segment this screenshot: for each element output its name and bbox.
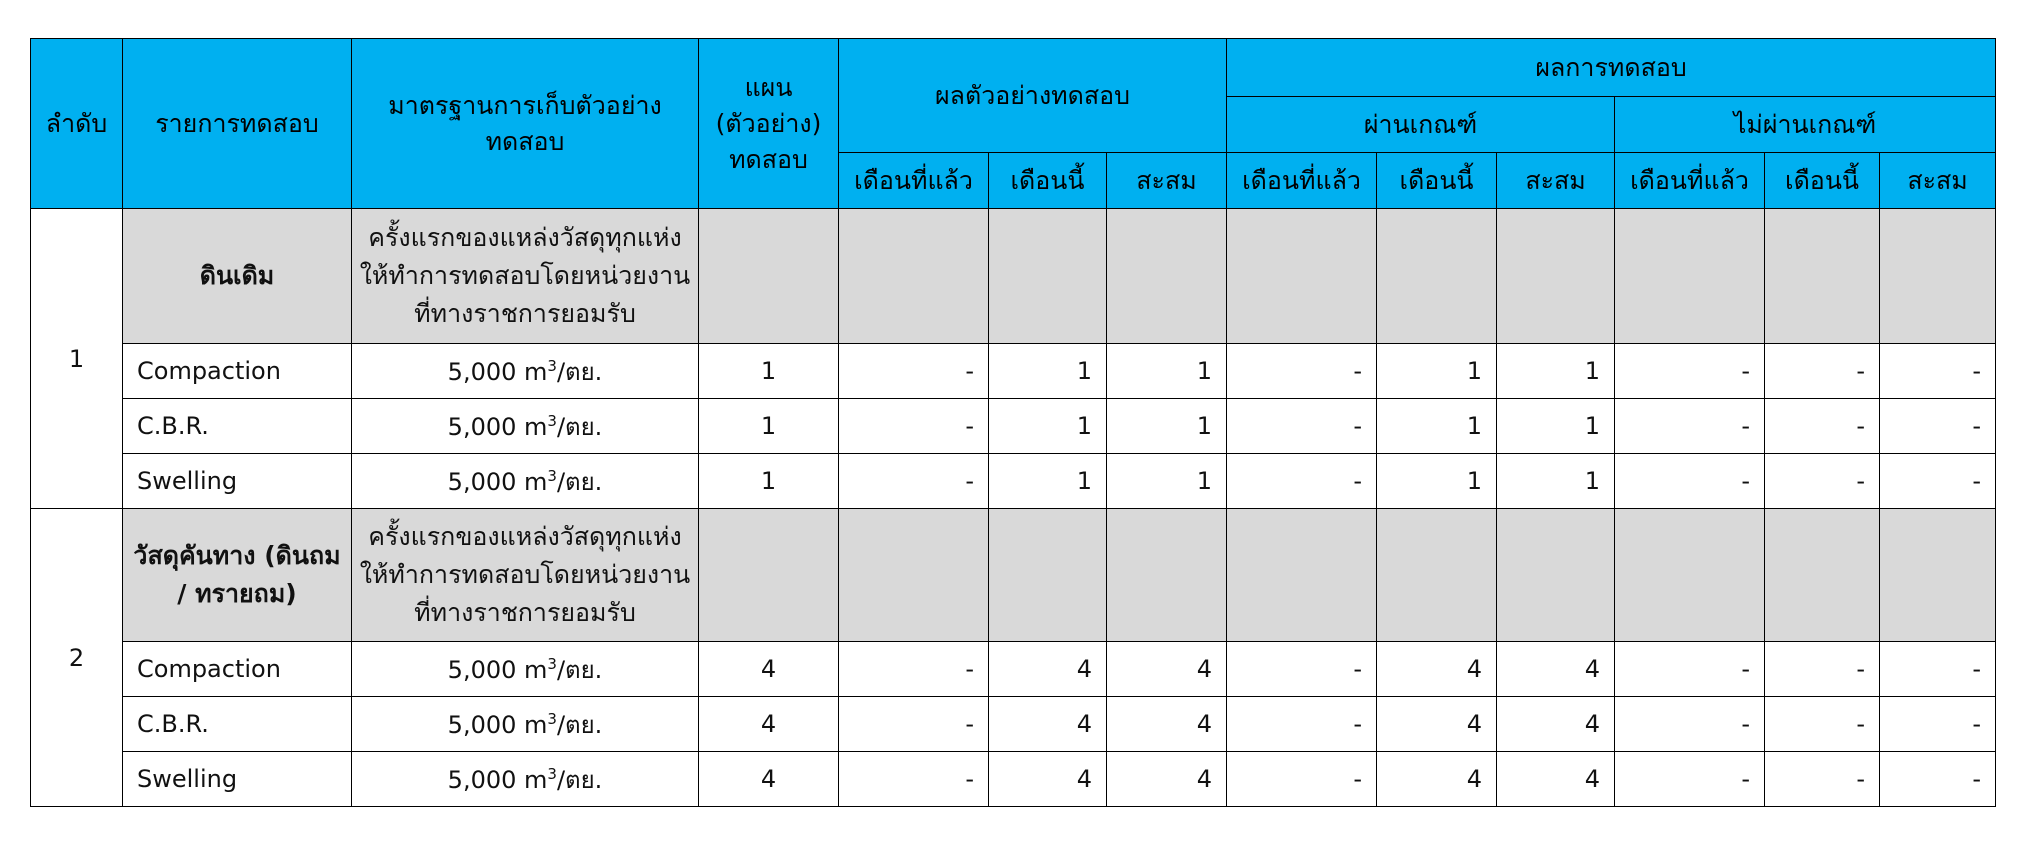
header-test-results: ผลการทดสอบ	[1227, 39, 1996, 97]
sampling-standard: 5,000 $m^3/$ตย.	[352, 697, 699, 752]
test-name: Compaction	[123, 344, 352, 399]
sampling-standard: 5,000 $m^3/$ตย.	[352, 344, 699, 399]
sample-cumulative: 1	[1107, 454, 1227, 509]
header-pass-this-month: เดือนนี้	[1377, 153, 1497, 209]
fail-cumulative: -	[1880, 752, 1996, 807]
fail-this-month: -	[1765, 752, 1880, 807]
header-fail-cumulative: สะสม	[1880, 153, 1996, 209]
sampling-standard: 5,000 $m^3/$ตย.	[352, 642, 699, 697]
header-pass-last-month: เดือนที่แล้ว	[1227, 153, 1377, 209]
group-name: ดินเดิม	[123, 209, 352, 344]
header-seq: ลำดับ	[31, 39, 123, 209]
header-pass: ผ่านเกณฑ์	[1227, 97, 1615, 153]
pass-cumulative: 4	[1497, 752, 1615, 807]
sample-this-month: 4	[989, 697, 1107, 752]
test-name: Compaction	[123, 642, 352, 697]
sample-last-month: -	[839, 642, 989, 697]
fail-cumulative: -	[1880, 344, 1996, 399]
test-name: C.B.R.	[123, 697, 352, 752]
pass-cumulative: 1	[1497, 454, 1615, 509]
header-item: รายการทดสอบ	[123, 39, 352, 209]
group-index: 1	[31, 209, 123, 509]
test-results-table	[30, 38, 1996, 807]
header-fail: ไม่ผ่านเกณฑ์	[1615, 97, 1996, 153]
plan-count: 1	[699, 399, 839, 454]
group-name: วัสดุคันทาง (ดินถม / ทรายถม)	[123, 509, 352, 642]
pass-last-month: -	[1227, 697, 1377, 752]
pass-this-month: 1	[1377, 399, 1497, 454]
fail-last-month: -	[1615, 752, 1765, 807]
header-plan: แผน (ตัวอย่าง) ทดสอบ	[699, 39, 839, 209]
table-row	[31, 642, 1996, 697]
pass-this-month: 4	[1377, 752, 1497, 807]
plan-count: 4	[699, 697, 839, 752]
header-sample-last-month: เดือนที่แล้ว	[839, 153, 989, 209]
test-name: Swelling	[123, 454, 352, 509]
sample-last-month: -	[839, 697, 989, 752]
pass-cumulative: 4	[1497, 642, 1615, 697]
fail-last-month: -	[1615, 642, 1765, 697]
pass-last-month: -	[1227, 344, 1377, 399]
sample-last-month: -	[839, 344, 989, 399]
plan-count: 1	[699, 344, 839, 399]
fail-this-month: -	[1765, 399, 1880, 454]
sampling-standard: 5,000 $m^3/$ตย.	[352, 399, 699, 454]
sample-this-month: 1	[989, 454, 1107, 509]
header-standard: มาตรฐานการเก็บตัวอย่างทดสอบ	[352, 39, 699, 209]
fail-this-month: -	[1765, 344, 1880, 399]
fail-cumulative: -	[1880, 454, 1996, 509]
fail-this-month: -	[1765, 642, 1880, 697]
header-fail-last-month: เดือนที่แล้ว	[1615, 153, 1765, 209]
sample-this-month: 4	[989, 642, 1107, 697]
plan-count: 4	[699, 752, 839, 807]
sample-last-month: -	[839, 454, 989, 509]
fail-last-month: -	[1615, 344, 1765, 399]
fail-last-month: -	[1615, 454, 1765, 509]
pass-last-month: -	[1227, 642, 1377, 697]
fail-this-month: -	[1765, 697, 1880, 752]
test-results-table-wrapper	[30, 38, 1996, 807]
sample-cumulative: 4	[1107, 642, 1227, 697]
sample-cumulative: 1	[1107, 344, 1227, 399]
pass-cumulative: 1	[1497, 344, 1615, 399]
sampling-standard: 5,000 $m^3/$ตย.	[352, 752, 699, 807]
group-index: 2	[31, 509, 123, 807]
header-sample-cumulative: สะสม	[1107, 153, 1227, 209]
table-row	[31, 399, 1996, 454]
table-row	[31, 454, 1996, 509]
fail-last-month: -	[1615, 399, 1765, 454]
group-standard: ครั้งแรกของแหล่งวัสดุทุกแห่งให้ทำการทดสอบโดยหน่วยงานที่ทางราชการยอมรับ	[352, 509, 699, 642]
pass-cumulative: 4	[1497, 697, 1615, 752]
fail-cumulative: -	[1880, 642, 1996, 697]
header-fail-this-month: เดือนนี้	[1765, 153, 1880, 209]
sample-this-month: 1	[989, 344, 1107, 399]
fail-last-month: -	[1615, 697, 1765, 752]
test-name: Swelling	[123, 752, 352, 807]
sample-this-month: 4	[989, 752, 1107, 807]
sample-last-month: -	[839, 399, 989, 454]
test-name: C.B.R.	[123, 399, 352, 454]
sample-cumulative: 4	[1107, 697, 1227, 752]
table-row	[31, 344, 1996, 399]
pass-last-month: -	[1227, 454, 1377, 509]
sample-this-month: 1	[989, 399, 1107, 454]
pass-this-month: 4	[1377, 697, 1497, 752]
table-row	[31, 752, 1996, 807]
sample-cumulative: 4	[1107, 752, 1227, 807]
pass-last-month: -	[1227, 752, 1377, 807]
plan-count: 1	[699, 454, 839, 509]
group-standard: ครั้งแรกของแหล่งวัสดุทุกแห่งให้ทำการทดสอบโดยหน่วยงานที่ทางราชการยอมรับ	[352, 209, 699, 344]
header-sample-this-month: เดือนนี้	[989, 153, 1107, 209]
pass-last-month: -	[1227, 399, 1377, 454]
header-sample-results: ผลตัวอย่างทดสอบ	[839, 39, 1227, 153]
sample-last-month: -	[839, 752, 989, 807]
sampling-standard: 5,000 $m^3/$ตย.	[352, 454, 699, 509]
pass-cumulative: 1	[1497, 399, 1615, 454]
header-pass-cumulative: สะสม	[1497, 153, 1615, 209]
pass-this-month: 1	[1377, 454, 1497, 509]
fail-cumulative: -	[1880, 697, 1996, 752]
table-row	[31, 697, 1996, 752]
plan-count: 4	[699, 642, 839, 697]
pass-this-month: 4	[1377, 642, 1497, 697]
pass-this-month: 1	[1377, 344, 1497, 399]
fail-this-month: -	[1765, 454, 1880, 509]
sample-cumulative: 1	[1107, 399, 1227, 454]
fail-cumulative: -	[1880, 399, 1996, 454]
